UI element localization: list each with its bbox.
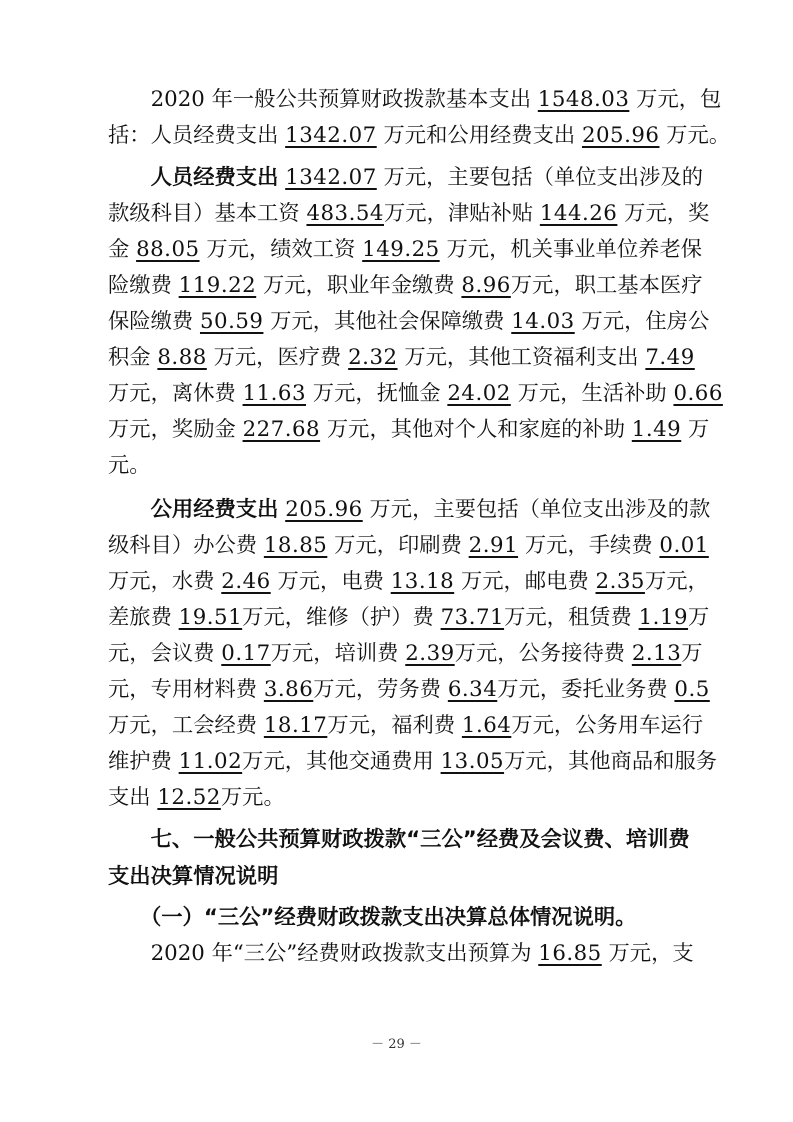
text-segment: 维护费 [108,749,179,774]
text-segment: 万元，抚恤金 [306,381,448,406]
underlined-amount: 14.03 [511,309,575,334]
text-line [108,820,693,860]
underlined-amount: 119.22 [178,273,257,298]
underlined-amount: 0.17 [221,641,271,666]
text-segment: 万元，医疗费 [206,345,349,370]
text-line [108,116,731,156]
underlined-amount: 13.18 [390,569,455,594]
text-segment [108,158,151,198]
underlined-amount: 3.86 [263,677,314,702]
underlined-amount: 16.85 [538,941,602,966]
text-segment: 万元，其他工资福利支出 [397,345,646,370]
text-segment: 万元，其他社会保障缴费 [263,309,512,334]
text-segment: 万元，培训费 [270,641,406,666]
underlined-amount: 0.5 [674,677,710,702]
text-line [108,598,710,638]
text-line [108,562,709,602]
text-segment: 金 [108,237,137,262]
text-line [108,302,710,342]
text-segment: 万元，印刷费 [327,533,469,558]
bold-heading-text: 人员经费支出 [150,165,279,190]
text-line [108,778,693,818]
text-line [108,742,718,782]
underlined-amount: 12.52 [157,785,221,810]
text-line [108,857,693,897]
underlined-amount: 7.49 [645,345,695,370]
text-segment: 元，专用材料费 [108,677,264,702]
underlined-amount: 1.19 [638,605,689,630]
text-segment: 积金 [108,345,158,370]
underlined-amount: 2.91 [468,533,519,558]
text-segment: 万元。 [220,785,285,810]
text-segment: 万元，主要包括（单位支出涉及的 [376,165,703,190]
text-line [108,490,711,530]
text-segment: 保险缴费 [108,309,200,334]
text-line [108,374,723,414]
underlined-amount: 6.34 [447,677,498,702]
underlined-amount: 0.66 [673,381,723,406]
underlined-amount: 2.39 [405,641,455,666]
text-segment: 万元，其他商品和服务 [504,749,718,774]
text-line [108,194,710,234]
text-segment: 万元，奖 [617,201,710,226]
underlined-amount: 8.88 [157,345,207,370]
text-segment: 万元，职工基本医疗 [510,273,703,298]
text-line [108,934,693,974]
underlined-amount: 483.54 [306,201,384,226]
text-segment: 万元和公用经费支出 [376,123,582,148]
text-line [108,158,703,198]
underlined-amount: 205.96 [581,123,660,148]
text-segment: 万元，包 [629,87,722,112]
text-segment: 万元，电费 [270,569,391,594]
text-segment: 万元，绩效工资 [199,237,363,262]
text-segment: 万元，福利费 [327,713,462,738]
underlined-amount: 1548.03 [537,87,630,112]
underlined-amount: 2.35 [595,569,645,594]
underlined-amount: 1.64 [461,713,512,738]
underlined-amount: 2.46 [221,569,271,594]
text-segment [278,158,285,198]
bold-heading-text: 支出决算情况说明 [108,864,279,889]
text-segment: 万元，其他交通费用 [242,749,441,774]
text-line [108,266,703,306]
text-line [108,338,693,378]
text-segment: 万元，生活补助 [510,381,674,406]
text-segment: 万元，主要包括（单位支出涉及的款 [362,497,711,522]
text-line [108,526,709,566]
text-segment: 万元，手续费 [518,533,660,558]
bold-heading-text: （一）“三公”经费财政拨款支出决算总体情况说明。 [108,905,637,930]
underlined-amount: 19.51 [178,605,243,630]
underlined-amount: 50.59 [199,309,264,334]
page-number: － 29 － [371,1037,422,1052]
underlined-amount: 11.63 [242,381,307,406]
text-segment: 元。 [108,453,151,478]
underlined-amount: 88.05 [136,237,200,262]
text-segment: 元，会议费 [108,641,222,666]
underlined-amount: 149.25 [362,237,440,262]
text-segment: 款级科目）基本工资 [108,201,307,226]
text-segment: 差旅费 [108,605,179,630]
text-segment: 万元，工会经费 [108,713,264,738]
text-segment: 万元，支 [601,941,694,966]
underlined-amount: 227.68 [242,417,321,442]
text-segment: 万元， [644,569,709,594]
text-segment: 万元，委托业务费 [497,677,675,702]
text-segment [108,490,151,530]
bold-heading-text: 公用经费支出 [150,497,279,522]
text-line [108,230,703,270]
underlined-amount: 1.49 [631,417,682,442]
text-segment [278,490,285,530]
text-line [108,706,703,746]
text-segment: 万元，公务接待费 [454,641,632,666]
underlined-amount: 144.26 [539,201,618,226]
text-segment: 万 [688,605,710,630]
text-segment: 万元，劳务费 [313,677,448,702]
underlined-amount: 13.05 [440,749,505,774]
underlined-amount: 18.17 [263,713,328,738]
text-segment: 万元，其他对个人和家庭的补助 [320,417,632,442]
text-segment: 2020 年一般公共预算财政拨款基本支出 [108,87,538,112]
text-line [108,898,693,938]
underlined-amount: 73.71 [440,605,505,630]
text-segment: 万 [681,641,703,666]
underlined-amount: 8.96 [461,273,511,298]
underlined-amount: 24.02 [447,381,511,406]
text-line [108,634,703,674]
underlined-amount: 18.85 [263,533,328,558]
text-line [108,670,710,710]
text-segment: 支出 [108,785,158,810]
text-segment: 括：人员经费支出 [108,123,286,148]
text-segment: 万元，机关事业单位养老保 [439,237,703,262]
text-line [108,80,722,120]
text-segment: 万元，离休费 [108,381,243,406]
text-segment: 万元，津贴补贴 [383,201,540,226]
underlined-amount: 2.32 [348,345,398,370]
text-segment: 万 [681,417,710,442]
text-line [108,410,710,450]
underlined-amount: 1342.07 [285,123,377,148]
text-segment: 万元，邮电费 [454,569,596,594]
bold-heading-text: 七、一般公共预算财政拨款“三公”经费及会议费、培训费 [108,827,690,852]
text-segment: 万元，公务用车运行 [511,713,703,738]
underlined-amount: 11.02 [178,749,243,774]
text-segment: 万元，维修（护）费 [242,605,441,630]
underlined-amount: 2.13 [631,641,682,666]
underlined-amount: 205.96 [285,497,363,522]
text-segment: 万元，水费 [108,569,222,594]
text-segment: 险缴费 [108,273,179,298]
text-segment: 万元，职业年金缴费 [256,273,462,298]
text-segment: 万元，租赁费 [504,605,639,630]
underlined-amount: 1342.07 [285,165,377,190]
text-segment: 万元，住房公 [574,309,710,334]
text-line [108,446,693,486]
text-segment: 万元。 [659,123,731,148]
underlined-amount: 0.01 [659,533,709,558]
text-segment: 级科目）办公费 [108,533,264,558]
text-segment: 万元，奖励金 [108,417,243,442]
text-segment: 2020 年“三公”经费财政拨款支出预算为 [108,941,539,966]
